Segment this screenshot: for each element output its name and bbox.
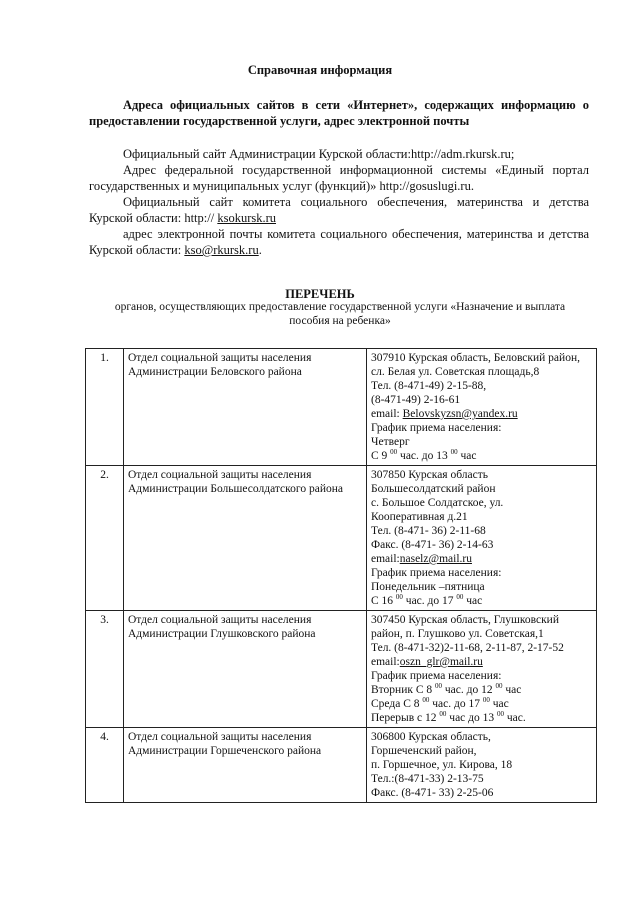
agencies-table xyxy=(85,348,597,803)
row-number: 4. xyxy=(86,728,124,803)
time-minutes: 00 xyxy=(390,448,398,456)
schedule-day: Четверг xyxy=(371,436,410,448)
phone-email xyxy=(371,641,592,669)
org-contacts xyxy=(367,349,597,466)
address: с. Большое Солдатское, ул. xyxy=(371,497,504,509)
time-text: час. до 17 xyxy=(402,595,457,607)
schedule-day: Понедельник –пятница xyxy=(371,581,485,593)
row-number: 3. xyxy=(86,611,124,728)
time-text: час xyxy=(502,684,522,696)
time-minutes: 00 xyxy=(395,593,403,601)
schedule-time xyxy=(371,683,592,697)
time-text: Перерыв с 12 xyxy=(371,712,440,724)
table-row xyxy=(86,728,597,803)
time-text: Вторник С 8 xyxy=(371,684,435,696)
list-title: ПЕРЕЧЕНЬ xyxy=(285,287,355,301)
email-line xyxy=(371,552,592,566)
phone: Тел.:(8-471-33) 2-13-75 xyxy=(371,773,484,785)
intro-heading: Адреса официальных сайтов в сети «Интернет», содержащих информацию о предоставлении государственной услуги, адрес электронной почты xyxy=(89,98,589,128)
intro-email-end: . xyxy=(258,243,262,257)
page-title: Справочная информация xyxy=(247,63,393,77)
table-row xyxy=(86,466,597,611)
intro-email xyxy=(89,226,589,258)
list-subtitle: органов, осуществляющих предоставление государственной услуги «Назначение и выплата пособия на ребенка» xyxy=(114,301,566,327)
schedule-time xyxy=(371,711,592,725)
time-text: Среда С 8 xyxy=(371,698,423,710)
phone: (8-471-49) 2-16-61 xyxy=(371,394,461,406)
schedule-time xyxy=(371,594,592,608)
address: 307450 Курская область, Глушковский район, п. Глушково ул. Советская,1 xyxy=(371,614,559,640)
address: Кооперативная д.21 xyxy=(371,511,468,523)
intro-site-committee-text: Официальный сайт комитета социального обеспечения, материнства и детства Курской области: http:// xyxy=(89,195,589,225)
intro-site-admin: Официальный сайт Администрации Курской области:http://adm.rkursk.ru; xyxy=(123,147,515,161)
fax: Факс. (8-471- 33) 2-25-06 xyxy=(371,787,494,799)
org-contacts xyxy=(367,466,597,611)
row-number: 2. xyxy=(86,466,124,611)
time-text: час. до 13 xyxy=(397,450,451,462)
schedule-time xyxy=(371,449,592,463)
committee-email-link[interactable]: kso@rkursk.ru xyxy=(184,243,259,257)
row-number: 1. xyxy=(86,349,124,466)
time-text: час. xyxy=(504,712,526,724)
address: 306800 Курская область, xyxy=(371,731,491,743)
schedule-title: График приема населения: xyxy=(371,422,502,434)
time-minutes: 00 xyxy=(435,682,442,690)
org-name: Отдел социальной защиты населения Администрации Горшеченского района xyxy=(124,728,367,803)
address: Горшеченский район, xyxy=(371,745,477,757)
schedule-time xyxy=(371,697,592,711)
address: Большесолдатский район xyxy=(371,483,496,495)
time-minutes: 00 xyxy=(482,696,490,704)
time-text: час xyxy=(489,698,509,710)
org-name: Отдел социальной защиты населения Администрации Беловского района xyxy=(124,349,367,466)
time-minutes: 00 xyxy=(422,696,430,704)
intro-site-gosuslugi: Адрес федеральной государственной информационной системы «Единый портал государственных и муниципальных услуг (функций)» http://gosuslugi.ru. xyxy=(89,163,589,193)
email-link[interactable]: Belovskyzsn@yandex.ru xyxy=(402,408,518,420)
address: 307850 Курская область xyxy=(371,469,488,481)
table-row xyxy=(86,349,597,466)
intro-site-committee xyxy=(89,194,589,226)
phone: Тел. (8-471- 36) 2-11-68 xyxy=(371,525,486,537)
org-contacts xyxy=(367,611,597,728)
time-minutes: 00 xyxy=(450,448,458,456)
email-label: email: xyxy=(371,408,403,420)
address: 307910 Курская область, Беловский район, сл. Белая ул. Советская площадь,8 xyxy=(371,352,580,378)
time-text: час xyxy=(457,450,477,462)
schedule-title: График приема населения: xyxy=(371,567,502,579)
phone: Тел. (8-471-49) 2-15-88, xyxy=(371,380,487,392)
email-line xyxy=(371,407,592,421)
committee-site-link[interactable]: ksokursk.ru xyxy=(217,211,277,225)
time-text: час xyxy=(463,595,483,607)
intro-email-text: адрес электронной почты комитета социального обеспечения, материнства и детства Курской области: xyxy=(89,227,589,257)
time-minutes: 00 xyxy=(497,710,504,718)
time-text: С 16 xyxy=(371,595,396,607)
schedule-title: График приема населения: xyxy=(371,670,502,682)
address: п. Горшечное, ул. Кирова, 18 xyxy=(371,759,513,771)
time-text: час. до 12 xyxy=(442,684,496,696)
time-minutes: 00 xyxy=(439,710,447,718)
email-label: email: xyxy=(371,553,400,565)
email-link[interactable]: naselz@mail.ru xyxy=(399,553,472,565)
org-name: Отдел социальной защиты населения Администрации Глушковского района xyxy=(124,611,367,728)
table-row xyxy=(86,611,597,728)
org-name: Отдел социальной защиты населения Администрации Большесолдатского района xyxy=(124,466,367,611)
org-contacts xyxy=(367,728,597,803)
email-link[interactable]: oszn_glr@mail.ru xyxy=(399,656,483,668)
time-text: час. до 17 xyxy=(429,698,483,710)
time-minutes: 00 xyxy=(456,593,464,601)
time-text: час до 13 xyxy=(446,712,497,724)
time-text: С 9 xyxy=(371,450,391,462)
phone: Тел. (8-471-32)2-11-68, 2-11-87, 2-17-52 email: xyxy=(371,642,564,668)
fax: Факс. (8-471- 36) 2-14-63 xyxy=(371,539,494,551)
time-minutes: 00 xyxy=(495,682,503,690)
